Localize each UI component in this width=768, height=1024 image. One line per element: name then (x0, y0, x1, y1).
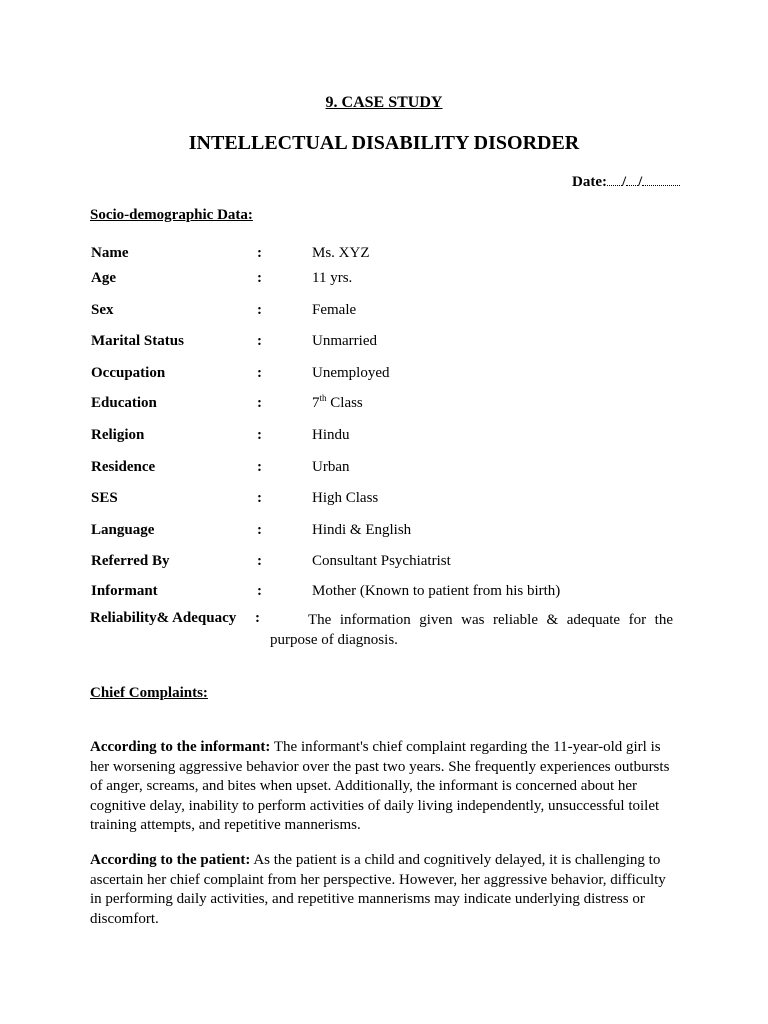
disorder-title: INTELLECTUAL DISABILITY DISORDER (188, 132, 580, 154)
row-label-education: Education (91, 395, 157, 411)
education-grade-number: 7 (312, 395, 320, 411)
row-value-sex: Female (312, 302, 357, 318)
patient-complaint-label: According to the patient: (90, 852, 251, 868)
informant-complaint-label: According to the informant: (90, 739, 271, 755)
row-value-marital-status: Unmarried (312, 333, 377, 349)
row-colon: : (257, 583, 262, 599)
informant-complaint-paragraph (90, 738, 674, 836)
row-value-name: Ms. XYZ (312, 245, 370, 261)
date-separator: / (621, 174, 627, 190)
row-label-sex: Sex (91, 302, 114, 318)
row-label-ses: SES (91, 490, 118, 506)
row-label-religion: Religion (91, 427, 145, 443)
education-class-word: Class (326, 395, 363, 411)
row-colon: : (257, 245, 262, 261)
row-value-referred-by: Consultant Psychiatrist (312, 553, 451, 569)
row-label-marital-status: Marital Status (91, 333, 184, 349)
row-colon: : (257, 427, 262, 443)
row-colon: : (255, 610, 260, 626)
date-day-blank[interactable] (607, 173, 622, 186)
row-label-informant: Informant (91, 583, 158, 599)
row-colon: : (257, 459, 262, 475)
date-month-blank[interactable] (626, 173, 638, 186)
row-colon: : (257, 333, 262, 349)
row-label-occupation: Occupation (91, 365, 166, 381)
row-label-age: Age (91, 270, 116, 286)
row-colon: : (257, 522, 262, 538)
chief-complaints-heading: Chief Complaints: (90, 685, 208, 701)
case-study-number-title: 9. CASE STUDY (325, 94, 443, 111)
row-colon: : (257, 395, 262, 411)
row-value-ses: High Class (312, 490, 379, 506)
row-value-reliability: The information given was reliable & adequate for the purpose of diagnosis. (270, 612, 673, 648)
informant-complaint-text: The informant's chief complaint regarding the 11-year-old girl is her worsening aggressive behavior over the past two years. She frequently experiences outbursts of anger, screams, and bites when upset. Additionally, the informant is concerned about her cognitive delay, inability to perform activities of daily living independently, unsuccessful toilet training attempts, and repetitive mannerisms. (90, 739, 670, 833)
date-separator: / (638, 174, 643, 190)
row-label-language: Language (91, 522, 155, 538)
row-label-reliability: Reliability& Adequacy (90, 610, 237, 626)
row-colon: : (257, 490, 262, 506)
date-label: Date: (572, 174, 607, 190)
education-ordinal-suffix: th (319, 393, 327, 403)
row-value-religion: Hindu (312, 427, 350, 443)
row-colon: : (257, 365, 262, 381)
row-value-education (312, 395, 363, 412)
row-value-language: Hindi & English (312, 522, 412, 538)
row-value-residence: Urban (312, 459, 350, 475)
date-line (572, 173, 680, 191)
socio-demographic-heading: Socio-demographic Data: (90, 207, 253, 223)
row-label-name: Name (91, 245, 129, 261)
row-label-referred-by: Referred By (91, 553, 170, 569)
date-year-blank[interactable] (642, 173, 680, 186)
row-colon: : (257, 553, 262, 569)
patient-complaint-text: As the patient is a child and cognitively delayed, it is challenging to ascertain her chief complaint from her perspective. However, her aggressive behavior, difficulty in performing daily activities, and repetitive mannerisms may indicate underlying distress or discomfort. (90, 852, 666, 927)
row-colon: : (257, 270, 262, 286)
row-label-residence: Residence (91, 459, 156, 475)
row-colon: : (257, 302, 262, 318)
row-value-age: 11 yrs. (312, 270, 353, 286)
patient-complaint-paragraph (90, 851, 674, 929)
row-value-occupation: Unemployed (312, 365, 390, 381)
row-value-informant: Mother (Known to patient from his birth) (312, 583, 561, 599)
